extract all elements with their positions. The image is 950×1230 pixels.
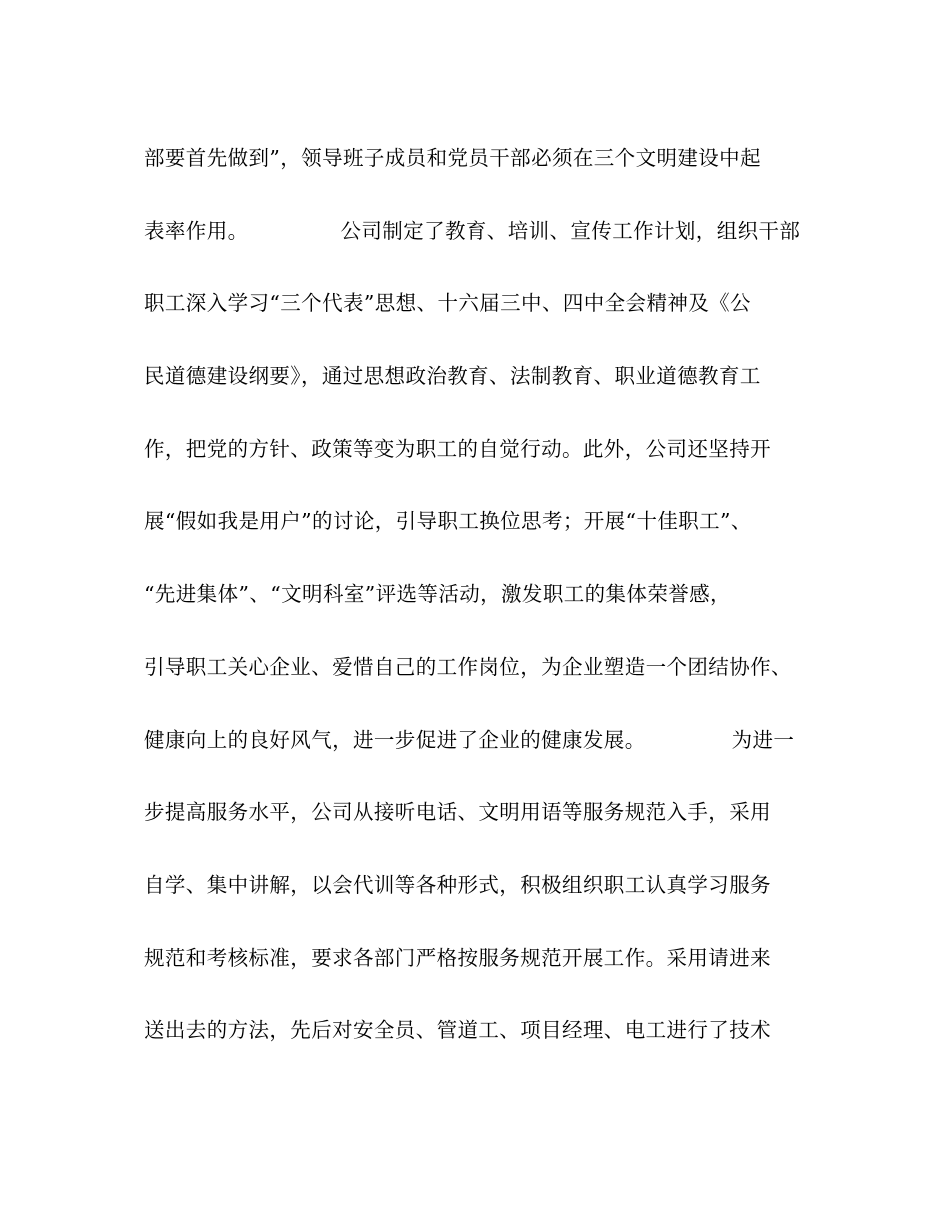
text-line-1 <box>144 138 814 211</box>
text-line-7 <box>144 574 814 647</box>
text-line-2-continuation: 公司制定了教育、培训、宣传工作计划，组织干部 <box>340 218 801 243</box>
text-line-10 <box>144 792 814 865</box>
text-line-8-content: 引导职工关心企业、爱惜自己的工作岗位，为企业塑造一个团结协作、 <box>144 654 792 679</box>
text-line-4 <box>144 356 814 429</box>
text-line-9-content: 健康向上的良好风气，进一步促进了企业的健康发展。 <box>144 727 646 752</box>
text-line-13-content: 送出去的方法，先后对安全员、管道工、项目经理、电工进行了技术 <box>144 1018 771 1043</box>
text-line-2-content: 表率作用。 <box>144 218 249 243</box>
text-line-2 <box>144 211 814 284</box>
body-text <box>144 138 814 1083</box>
text-line-12 <box>144 938 814 1011</box>
text-line-6 <box>144 501 814 574</box>
text-line-5-content: 作，把党的方针、政策等变为职工的自觉行动。此外，公司还坚持开 <box>144 436 771 461</box>
text-line-7-content: “先进集体”、“文明科室”评选等活动，激发职工的集体荣誉感， <box>144 582 731 607</box>
text-line-9-continuation: 为进一 <box>731 727 795 752</box>
text-line-1-content: 部要首先做到”，领导班子成员和党员干部必须在三个文明建设中起 <box>144 146 761 170</box>
text-line-9 <box>144 720 814 793</box>
text-line-5 <box>144 429 814 502</box>
text-line-4-content: 民道德建设纲要》，通过思想政治教育、法制教育、职业道德教育工 <box>144 364 761 389</box>
text-line-3 <box>144 283 814 356</box>
text-line-8 <box>144 647 814 720</box>
text-line-11 <box>144 865 814 938</box>
text-line-13 <box>144 1010 814 1083</box>
text-line-3-content: 职工深入学习“三个代表”思想、十六届三中、四中全会精神及《公 <box>144 291 751 316</box>
text-line-12-content: 规范和考核标准，要求各部门严格按服务规范开展工作。采用请进来 <box>144 945 771 970</box>
text-line-11-content: 自学、集中讲解，以会代训等各种形式，积极组织职工认真学习服务 <box>144 872 771 897</box>
text-line-10-content: 步提高服务水平，公司从接听电话、文明用语等服务规范入手，采用 <box>144 800 771 825</box>
text-line-6-content: 展“假如我是用户”的讨论，引导职工换位思考；开展“十佳职工”、 <box>144 509 752 534</box>
